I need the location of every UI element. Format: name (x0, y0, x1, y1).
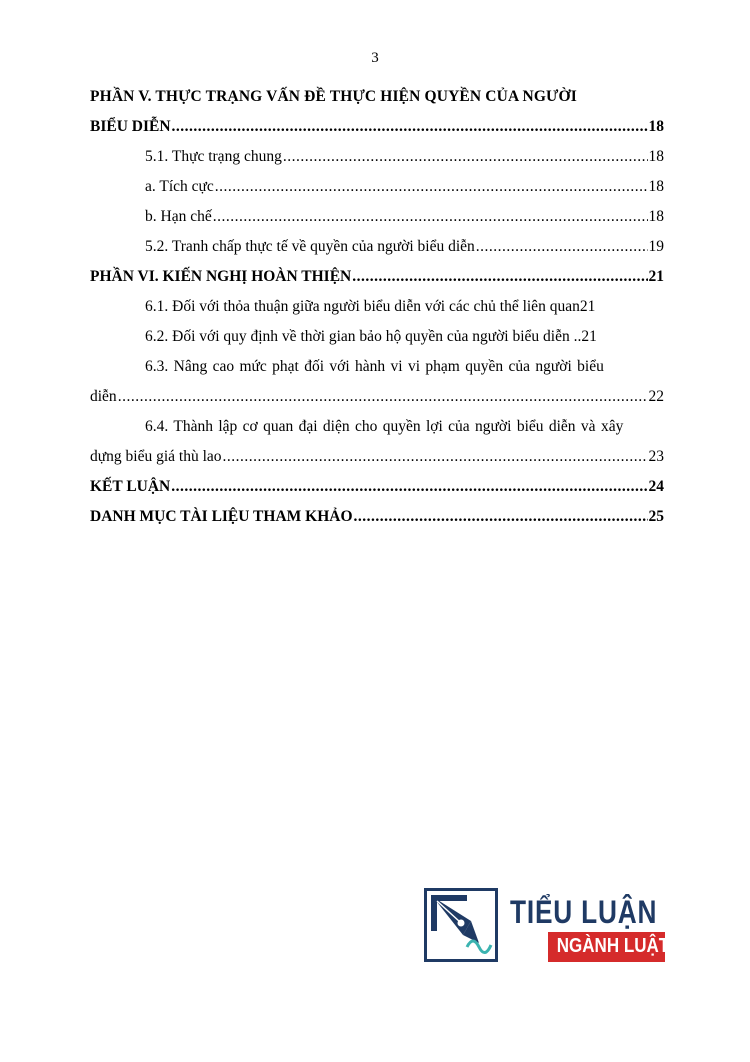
toc-entry-a[interactable] (90, 178, 664, 208)
toc-entry-label: a. Tích cực (145, 178, 214, 195)
toc-page-number: 18 (648, 208, 664, 225)
dot-leader (354, 508, 648, 526)
toc-entry-part5[interactable] (90, 118, 664, 148)
logo-badge (548, 932, 670, 962)
toc-entry-label: DANH MỤC TÀI LIỆU THAM KHẢO (90, 508, 353, 525)
toc-entry-label: PHẦN VI. KIẾN NGHỊ HOÀN THIỆN (90, 268, 352, 285)
page-number: 3 (371, 50, 379, 66)
toc-entry-references[interactable] (90, 508, 664, 538)
toc-page-number: 22 (648, 388, 664, 405)
toc-page-number: 24 (648, 478, 664, 495)
toc-entry-label: 6.1. Đối với thỏa thuận giữa người biểu diễn với các chủ thể liên quan (145, 298, 580, 315)
dot-leader (352, 268, 647, 286)
toc-entry-conclusion[interactable] (90, 478, 664, 508)
logo-title: TIỂU LUẬN (510, 894, 658, 930)
toc-entry-label: 5.1. Thực trạng chung (145, 148, 282, 165)
toc-entry-6-3[interactable] (90, 388, 664, 418)
toc-entry-label: KẾT LUẬN (90, 478, 171, 495)
toc-page-number: 19 (648, 238, 664, 255)
toc-page-number: 21 (648, 268, 664, 285)
toc-entry-6-1[interactable] (90, 298, 664, 328)
toc-entry-6-3-line1: 6.3. Nâng cao mức phạt đối với hành vi vi phạm quyền của người biểu (145, 358, 604, 375)
logo-subtitle: NGÀNH LUẬT (556, 935, 670, 957)
toc-entry-b[interactable] (90, 208, 664, 238)
toc-entry-label: 5.2. Tranh chấp thực tế về quyền của người biểu diễn (145, 238, 475, 255)
toc-entry-label: diễn (90, 388, 117, 405)
brand-logo (424, 888, 669, 968)
dot-leader (215, 178, 648, 196)
toc-entry-5-1[interactable] (90, 148, 664, 178)
toc-page-number: 25 (648, 508, 664, 525)
toc-entry-label: dựng biểu giá thù lao (90, 448, 222, 465)
toc-page-number: 18 (648, 148, 664, 165)
pen-nib-icon (427, 891, 495, 959)
toc-entry-5-2[interactable] (90, 238, 664, 268)
toc-part5-title-cont: BIỂU DIỄN (90, 118, 171, 135)
toc-entry-6-4[interactable] (90, 448, 664, 478)
dot-leader (118, 388, 648, 406)
toc-page-number: 21 (581, 328, 597, 345)
toc-page-number: 18 (648, 118, 664, 135)
logo-frame (424, 888, 498, 962)
toc-page-number: 18 (648, 178, 664, 195)
dot-leader (223, 448, 648, 466)
toc-page-number: 21 (579, 298, 596, 315)
toc-entry-6-4-line1: 6.4. Thành lập cơ quan đại diện cho quyền lợi của người biểu diễn và xây (145, 418, 624, 435)
table-of-contents (90, 88, 664, 538)
toc-entry-part6[interactable] (90, 268, 664, 298)
dot-leader (172, 118, 648, 136)
toc-entry-6-2[interactable] (90, 328, 664, 358)
dot-leader (283, 148, 648, 166)
toc-page-number: 23 (648, 448, 664, 465)
toc-entry-label: 6.2. Đối với quy định về thời gian bảo hộ quyền của người biểu diễn .. (145, 328, 582, 345)
toc-part5-title: PHẦN V. THỰC TRẠNG VẤN ĐỀ THỰC HIỆN QUYỀN CỦA NGƯỜI (90, 88, 577, 105)
toc-entry-label: b. Hạn chế (145, 208, 212, 225)
dot-leader (171, 478, 647, 496)
dot-leader (213, 208, 648, 226)
dot-leader (476, 238, 648, 256)
